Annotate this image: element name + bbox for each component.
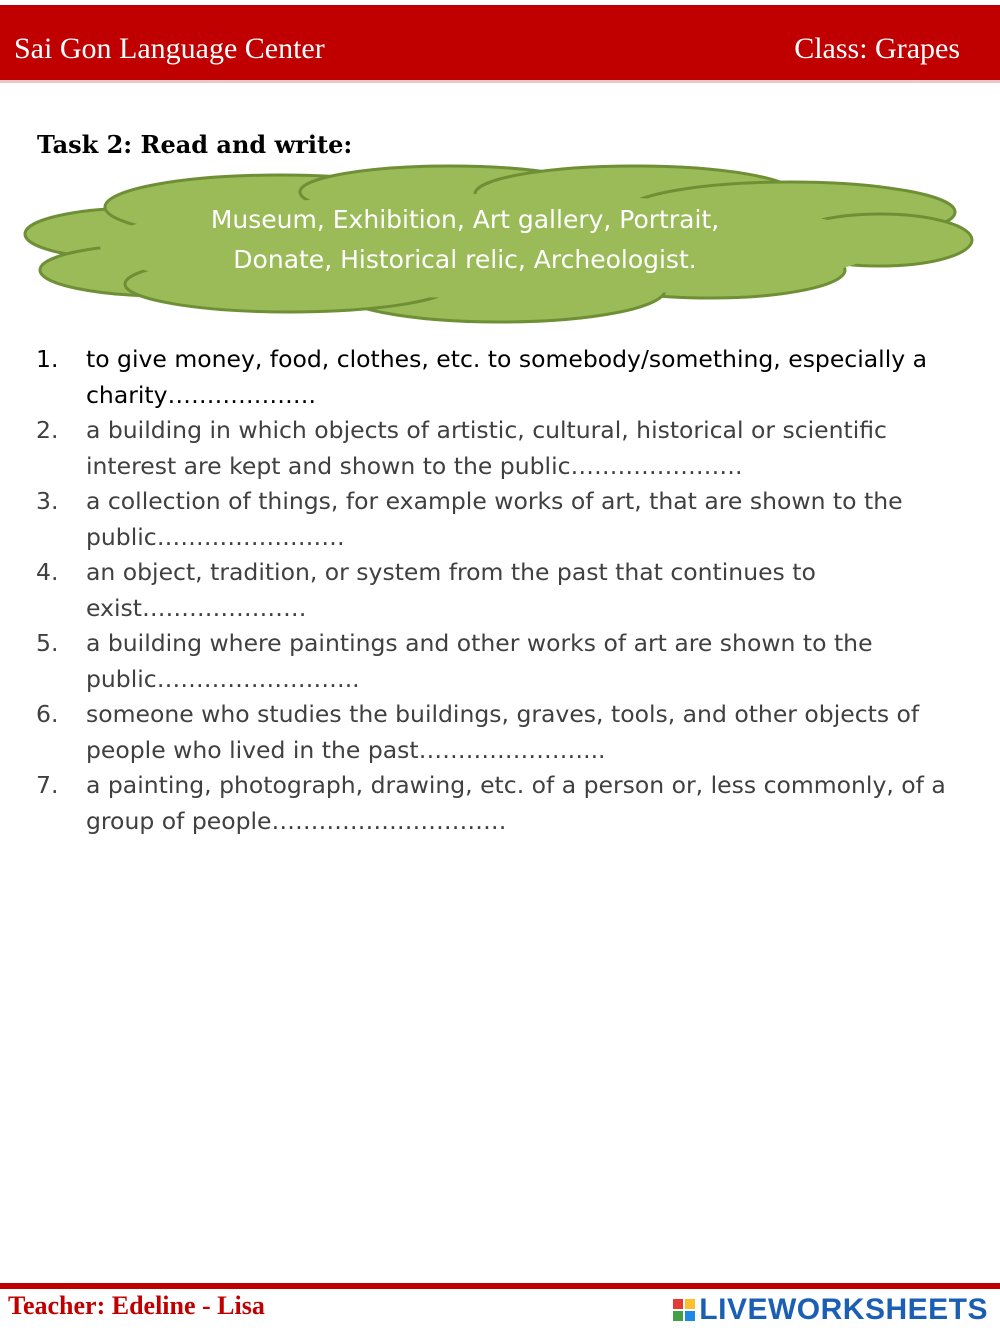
liveworksheets-logo-icon: [673, 1299, 695, 1321]
definitions-list: [36, 342, 946, 839]
list-item: [36, 768, 946, 839]
item-text: someone who studies the buildings, graves, tools, and other objects of people who lived in the past…………………...: [86, 700, 920, 764]
header-bar: [0, 5, 1000, 83]
teacher-name: Teacher: Edeline - Lisa: [8, 1291, 265, 1320]
item-number: 4.: [36, 558, 59, 586]
list-item: [36, 342, 946, 413]
word-bank-line-1: Museum, Exhibition, Art gallery, Portrait,: [210, 205, 720, 234]
item-text: an object, tradition, or system from the past that continues to exist…………………: [86, 558, 816, 622]
list-item: [36, 626, 946, 697]
footer-divider: [0, 1283, 1000, 1289]
item-text: a collection of things, for example works of art, that are shown to the public……………………: [86, 487, 903, 551]
word-bank-text: [140, 200, 790, 280]
item-number: 6.: [36, 700, 59, 728]
item-text: a painting, photograph, drawing, etc. of a person or, less commonly, of a group of people…………………………: [86, 771, 946, 835]
brand-name: LIVEWORKSHEETS: [699, 1293, 988, 1326]
item-text: a building where paintings and other works of art are shown to the public……………………..: [86, 629, 873, 693]
word-bank-line-2: Donate, Historical relic, Archeologist.: [233, 245, 697, 274]
item-number: 1.: [36, 345, 59, 373]
center-name: Sai Gon Language Center: [14, 32, 325, 65]
list-item: [36, 484, 946, 555]
item-number: 7.: [36, 771, 59, 799]
list-item: [36, 555, 946, 626]
item-text: a building in which objects of artistic, cultural, historical or scientific interest are kept and shown to the public………………….: [86, 416, 887, 480]
class-label: Class: Grapes: [794, 32, 960, 65]
item-number: 3.: [36, 487, 59, 515]
list-item: [36, 697, 946, 768]
item-text: to give money, food, clothes, etc. to somebody/something, especially a charity……………….: [86, 345, 927, 409]
list-item: [36, 413, 946, 484]
word-bank-cloud: [20, 162, 980, 332]
item-number: 2.: [36, 416, 59, 444]
brand-logo[interactable]: [673, 1293, 988, 1327]
task-title: Task 2: Read and write:: [37, 130, 353, 159]
item-number: 5.: [36, 629, 59, 657]
